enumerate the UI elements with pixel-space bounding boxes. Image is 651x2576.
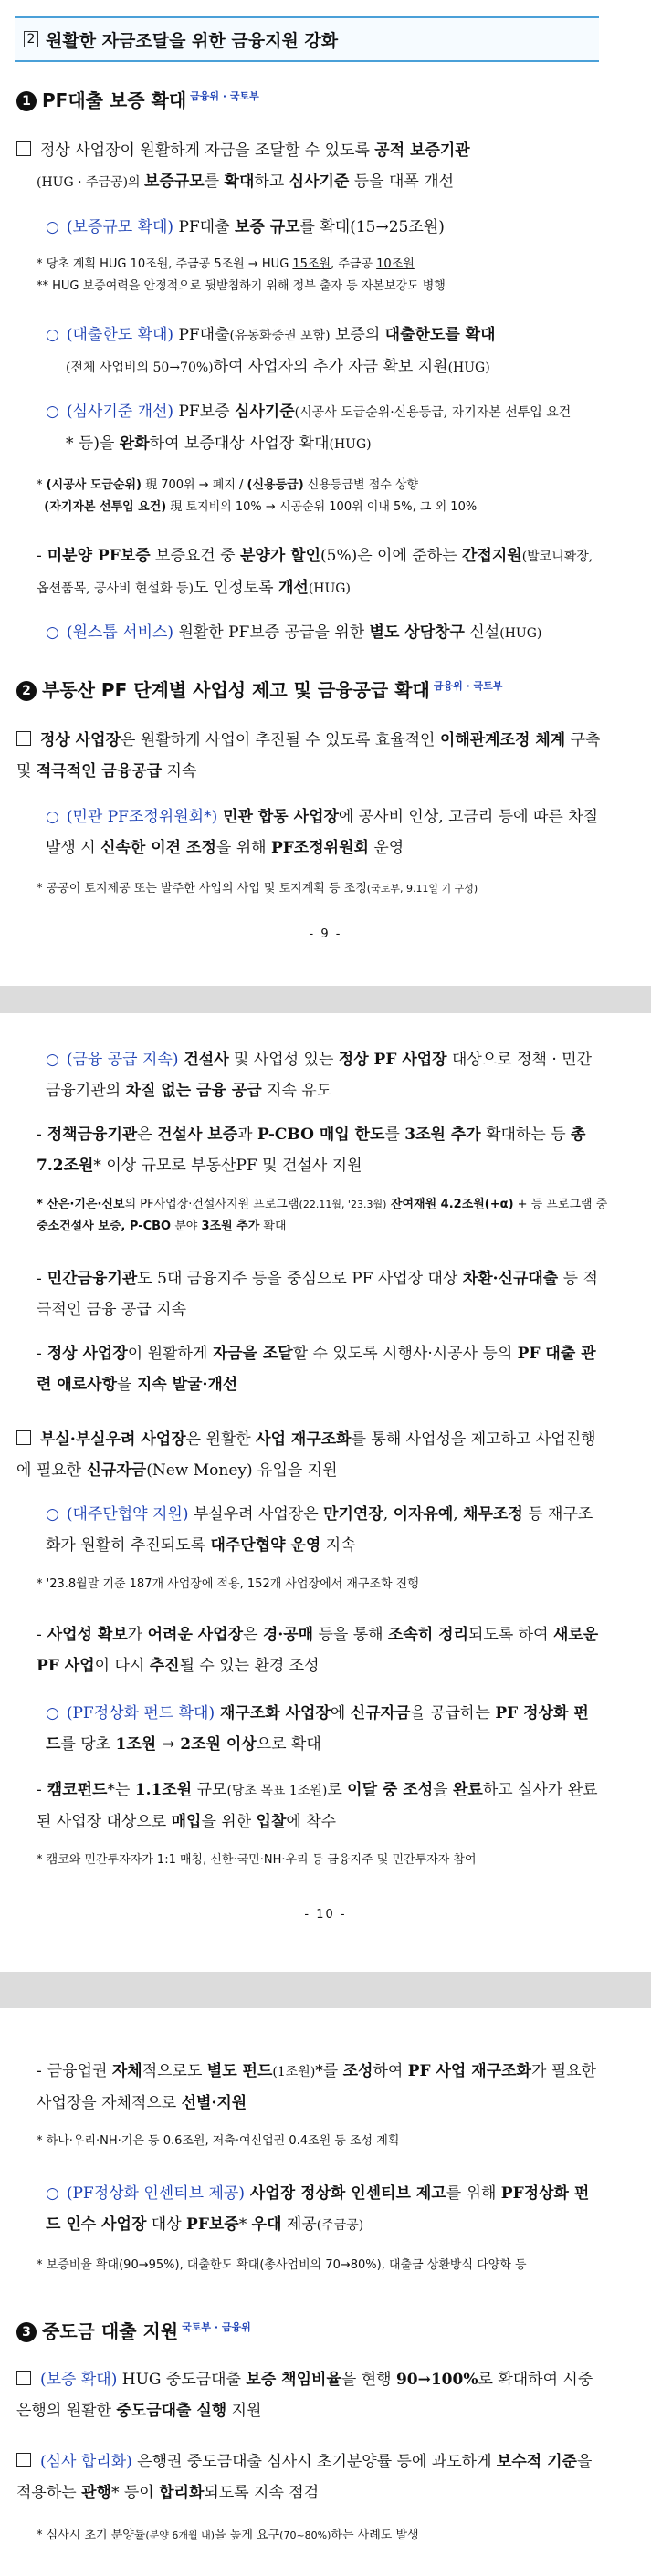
checkbox-bullet-icon	[16, 2371, 31, 2385]
circle-bullet-icon: ○	[46, 218, 59, 236]
ministry-tag: 금융위 · 국토부	[190, 90, 259, 103]
bullet-paragraph: 정상 사업장은 원활하게 사업이 추진될 수 있도록 효율적인 이해관계조정 체계 구축 및 적극적인 금융공급 지속	[16, 731, 601, 780]
heading-title: 부동산 PF 단계별 사업성 제고 및 금융공급 확대	[42, 679, 430, 701]
page-separator	[0, 1972, 651, 2008]
footnote: * 당초 계획 HUG 10조원, 주금공 5조원 → HUG 15조원, 주금공 10조원	[37, 257, 415, 271]
bullet-paragraph: 부실·부실우려 사업장은 원활한 사업 재구조화를 통해 사업성을 제고하고 사업진행에 필요한 신규자금(New Money) 유입을 지원	[16, 1430, 596, 1480]
dash-bullet: - 미분양 PF보증 보증요건 중 분양가 할인(5%)은 이에 준하는 간접지원(발코니확장, 옵션품목, 공사비 현설화 등)도 인정토록 개선(HUG)	[37, 547, 593, 597]
section-header	[15, 16, 599, 62]
page-separator	[0, 986, 651, 1013]
circle-bullet-icon: ○	[46, 2184, 59, 2203]
sub-bullet: ○ (보증규모 확대) PF대출 보증 규모를 확대(15→25조원)	[46, 218, 445, 236]
dash-bullet: - 금융업권 자체적으로도 별도 펀드(1조원)*를 조성하여 PF 사업 재구조화가 필요한 사업장을 자체적으로 선별·지원	[37, 2062, 597, 2112]
document-page-9	[0, 0, 651, 986]
heading-title: 중도금 대출 지원	[42, 2320, 179, 2342]
checkbox-bullet-icon	[16, 1430, 31, 1445]
circle-bullet-icon: ○	[46, 623, 59, 642]
circle-bullet-icon: ○	[46, 1051, 59, 1069]
heading-3	[16, 2317, 251, 2343]
sub-bullet: ○ (금융 공급 지속) 건설사 및 사업성 있는 정상 PF 사업장 대상으로 정책 · 민간 금융기관의 차질 없는 금융 공급 지속 유도	[46, 1051, 593, 1100]
heading-number: 3	[16, 2322, 37, 2342]
sub-bullet: ○ (대주단협약 지원) 부실우려 사업장은 만기연장, 이자유예, 채무조정 등 재구조화가 원활히 추진되도록 대주단협약 운영 지속	[46, 1505, 593, 1555]
circle-bullet-icon: ○	[46, 1704, 59, 1723]
sub-bullet: ○ (심사기준 개선) PF보증 심사기준(시공사 도급순위·신용등급, 자기자본 선투입 요건 * 등)을 완화하여 보증대상 사업장 확대(HUG)	[46, 403, 572, 453]
sub-bullet: ○ (원스톱 서비스) 원활한 PF보증 공급을 위한 별도 상담창구 신설(HUG)	[46, 623, 542, 642]
dash-bullet: - 민간금융기관도 5대 금융지주 등을 중심으로 PF 사업장 대상 차환·신규대출 등 적극적인 금융 공급 지속	[37, 1270, 598, 1319]
heading-number: 1	[16, 91, 37, 111]
sub-bullet: ○ (PF정상화 인센티브 제공) 사업장 정상화 인센티브 제고를 위해 PF정상화 펀드 인수 사업장 대상 PF보증* 우대 제공(주금공)	[46, 2184, 590, 2234]
dash-bullet: - 정상 사업장이 원활하게 자금을 조달할 수 있도록 시행사·시공사 등의 PF 대출 관련 애로사항을 지속 발굴·개선	[37, 1345, 596, 1394]
footnote: * 심사시 초기 분양률(분양 6개월 내)을 높게 요구(70~80%)하는 사례도 발생	[37, 2529, 419, 2542]
dash-bullet: - 캠코펀드*는 1.1조원 규모(당초 목표 1조원)로 이달 중 조성을 완료하고 실사가 완료된 사업장 대상으로 매입을 위한 입찰에 착수	[37, 1781, 598, 1831]
heading-title: PF대출 보증 확대	[42, 89, 187, 111]
footnote: ** HUG 보증여력을 안정적으로 뒷받침하기 위해 정부 출자 등 자본보강도 병행	[37, 279, 446, 293]
checkbox-bullet-icon	[16, 731, 31, 746]
bullet-paragraph: (보증 확대) HUG 중도금대출 보증 책임비율을 현행 90→100%로 확대하여 시중은행의 원활한 중도금대출 실행 지원	[16, 2371, 593, 2420]
bullet-paragraph: 정상 사업장이 원활하게 자금을 조달할 수 있도록 공적 보증기관 (HUG · 주금공)의 보증규모를 확대하고 심사기준 등을 대폭 개선	[16, 135, 601, 198]
footnote: * 산은·기은·신보의 PF사업장·건설사지원 프로그램(22.11월, '23.3월) 잔여재원 4.2조원(+α) + 등 프로그램 중 중소건설사 보증, P-CBO 분야 3조원 추가 확대	[37, 1198, 608, 1233]
ministry-tag: 국토부 · 금융위	[182, 2321, 251, 2334]
dash-bullet: - 사업성 확보가 어려운 사업장은 경·공매 등을 통해 조속히 정리되도록 하여 새로운 PF 사업이 다시 추진될 수 있는 환경 조성	[37, 1626, 599, 1675]
footnote: * (시공사 도급순위) 現 700위 → 폐지 / (신용등급) 신용등급별 점수 상향	[37, 478, 419, 492]
heading-number: 2	[16, 681, 37, 701]
circle-bullet-icon: ○	[46, 326, 59, 344]
heading-1	[16, 86, 259, 112]
circle-bullet-icon: ○	[46, 808, 59, 826]
footnote: * 보증비율 확대(90→95%), 대출한도 확대(총사업비의 70→80%), 대출금 상환방식 다양화 등	[37, 2258, 527, 2272]
dash-bullet: - 정책금융기관은 건설사 보증과 P-CBO 매입 한도를 3조원 추가 확대하는 등 총 7.2조원* 이상 규모로 부동산PF 및 건설사 지원	[37, 1126, 586, 1175]
sub-bullet: ○ (민관 PF조정위원회*) 민관 합동 사업장에 공사비 인상, 고금리 등에 따른 차질 발생 시 신속한 이견 조정을 위해 PF조정위원회 운영	[46, 808, 599, 857]
bullet-paragraph: (심사 합리화) 은행권 중도금대출 심사시 초기분양률 등에 과도하게 보수적 기준을 적용하는 관행* 등이 합리화되도록 지속 점검	[16, 2453, 593, 2502]
footnote: * 캠코와 민간투자자가 1:1 매칭, 신한·국민·NH·우리 등 금융지주 및 민간투자자 참여	[37, 1853, 477, 1867]
circle-bullet-icon: ○	[46, 403, 59, 421]
footnote: * '23.8월말 기준 187개 사업장에 적용, 152개 사업장에서 재구조화 진행	[37, 1577, 419, 1591]
document-page-11	[0, 2008, 651, 2576]
page-number: - 9 -	[309, 927, 342, 941]
heading-2	[16, 675, 502, 702]
ministry-tag: 금융위 · 국토부	[433, 680, 503, 693]
section-title: 원활한 자금조달을 위한 금융지원 강화	[46, 30, 339, 51]
footnote: * 하나·우리·NH·기은 등 0.6조원, 저축·여신업권 0.4조원 등 조성 계획	[37, 2134, 400, 2148]
page-number: - 10 -	[304, 1908, 347, 1922]
footnote: * 공공이 토지제공 또는 발주한 사업의 사업 및 토지계획 등 조정(국토부, 9.11일 기 구성)	[37, 882, 478, 895]
sub-bullet: ○ (대출한도 확대) PF대출(유동화증권 포함) 보증의 대출한도를 확대 (전체 사업비의 50→70%)하여 사업자의 추가 자금 확보 지원(HUG)	[46, 326, 496, 376]
document-page-10	[0, 1013, 651, 1972]
circle-bullet-icon: ○	[46, 1505, 59, 1524]
footnote: (자기자본 선투입 요건) 現 토지비의 10% → 시공순위 100위 이내 5%, 그 외 10%	[44, 500, 478, 514]
checkbox-bullet-icon	[16, 2453, 31, 2467]
section-number: 2	[24, 31, 38, 47]
sub-bullet: ○ (PF정상화 펀드 확대) 재구조화 사업장에 신규자금을 공급하는 PF 정상화 펀드를 당초 1조원 → 2조원 이상으로 확대	[46, 1704, 589, 1754]
checkbox-bullet-icon	[16, 141, 31, 156]
